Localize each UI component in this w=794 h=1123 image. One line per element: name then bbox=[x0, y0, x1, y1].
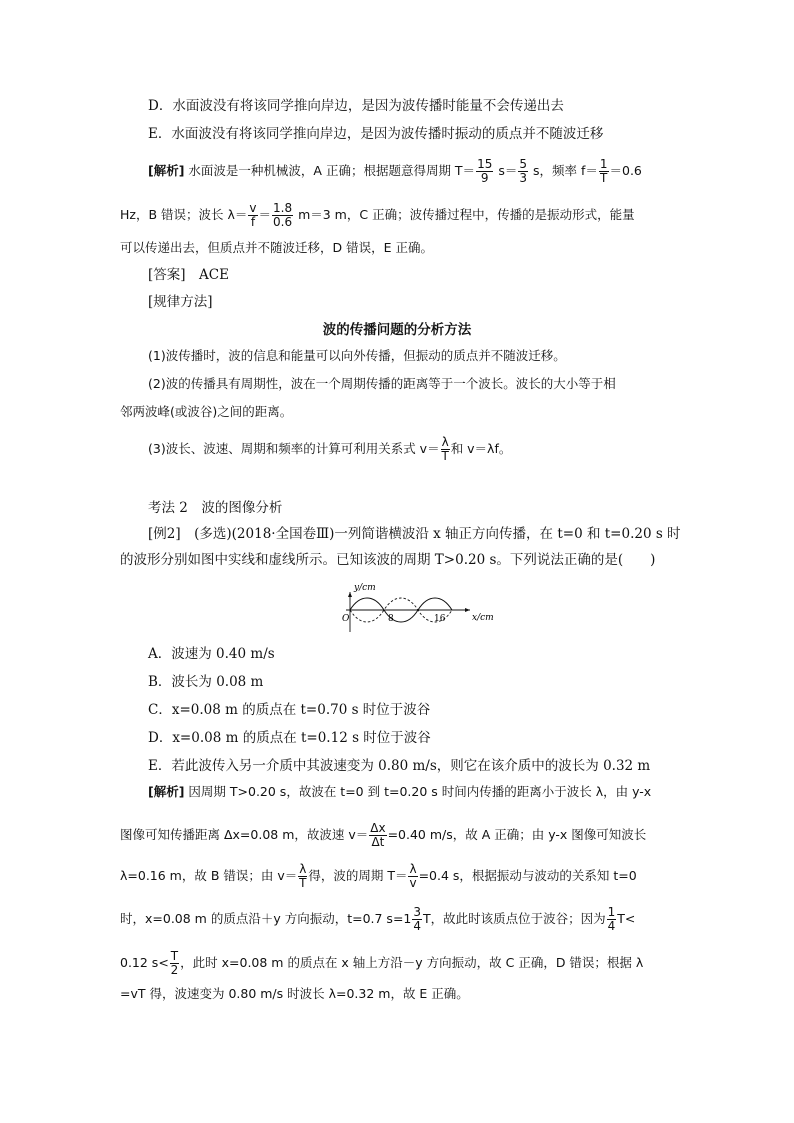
analysis2-line6: =vT 得，波速变为 0.80 m/s 时波长 λ=0.32 m，故 E 正确。 bbox=[120, 986, 469, 1001]
analysis2-line3: λ=0.16 m，故 B 错误；由 v＝ $\frac{\lambda}{T}$ 得，波的周期 T＝ $\frac{\lambda}{v}$ =0.4 s，根据振动与波动的关系知 t=0 bbox=[120, 862, 637, 890]
tick-label-16: 16 bbox=[434, 614, 446, 624]
analysis2-line2: 图像可知传播距离 Δx=0.08 m，故波速 v＝ $\frac{\Delta x}{\Delta t}$ =0.40 m/s，故 A 正确；由 y-x 图像可知波长 bbox=[120, 821, 647, 849]
fraction: $\frac{\lambda}{T}$ bbox=[299, 862, 307, 890]
fraction: $\frac{1.8}{0.6}$ bbox=[273, 201, 293, 229]
y-axis-arrow bbox=[348, 592, 352, 597]
analysis1-line2: Hz，B 错误；波长 λ＝ $\frac{v}{f}$ ＝ $\frac{1.8}{0.6}$ m＝3 m，C 正确；波传播过程中，传播的是振动形式，能量 bbox=[120, 201, 635, 229]
method-p3: (3)波长、波速、周期和频率的计算可利用关系式 v＝ $\frac{\lambda}{T}$ 和 v＝λf。 bbox=[148, 435, 512, 463]
wave-figure bbox=[330, 583, 494, 634]
option-a-q2: A．波速为 0.40 m/s bbox=[148, 646, 275, 662]
fraction: $\frac{\Delta x}{\Delta t}$ bbox=[370, 821, 386, 849]
section2-heading: 考法 2 波的图像分析 bbox=[148, 500, 283, 516]
answer1: [答案] ACE bbox=[148, 267, 229, 283]
fraction: $\frac{1}{T}$ bbox=[599, 157, 608, 185]
fraction: $\frac{\lambda}{v}$ bbox=[409, 862, 417, 890]
example2-line2: 的波形分别如图中实线和虚线所示。已知该波的周期 T>0.20 s。下列说法正确的是( ) bbox=[120, 552, 656, 568]
example2-line1: [例2] (多选)(2018·全国卷Ⅲ)一列简谐横波沿 x 轴正方向传播，在 t=0 和 t=0.20 s 时 bbox=[148, 526, 681, 542]
option-e-q1: E．水面波没有将该同学推向岸边，是因为波传播时振动的质点并不随波迁移 bbox=[148, 126, 604, 142]
option-d-q2: D．x=0.08 m 的质点在 t=0.12 s 时位于波谷 bbox=[148, 730, 431, 746]
y-axis-label: y/cm bbox=[354, 583, 376, 593]
method-tag: [规律方法] bbox=[148, 294, 213, 310]
fraction: $\frac{T}{2}$ bbox=[170, 949, 179, 977]
fraction: $\frac{1}{4}$ bbox=[607, 905, 616, 933]
analysis2-line1: [解析] 因周期 T>0.20 s，故波在 t=0 到 t=0.20 s 时间内传播的距离小于波长 λ，由 y-x bbox=[148, 784, 652, 799]
fraction: $\frac{3}{4}$ bbox=[413, 905, 422, 933]
method-p2a: (2)波的传播具有周期性，波在一个周期传播的距离等于一个波长。波长的大小等于相 bbox=[148, 376, 616, 391]
analysis-tag: [解析] bbox=[148, 163, 185, 178]
fraction: $\frac{15}{9}$ bbox=[477, 157, 493, 185]
wave-graph bbox=[330, 583, 494, 634]
tick-label-8: 8 bbox=[388, 614, 394, 624]
fraction: $\frac{5}{3}$ bbox=[519, 157, 527, 185]
analysis2-line4: 时，x=0.08 m 的质点沿＋y 方向振动，t=0.7 s=1 $\frac{3}{4}$ T，故此时该质点位于波谷；因为 $\frac{1}{4}$ T< bbox=[120, 905, 636, 933]
method-p2b: 邻两波峰(或波谷)之间的距离。 bbox=[120, 404, 293, 419]
method-p1: (1)波传播时，波的信息和能量可以向外传播，但振动的质点并不随波迁移。 bbox=[148, 348, 566, 363]
option-e-q2: E．若此波传入另一介质中其波速变为 0.80 m/s，则它在该介质中的波长为 0.32 m bbox=[148, 758, 651, 774]
option-c-q2: C．x=0.08 m 的质点在 t=0.70 s 时位于波谷 bbox=[148, 702, 431, 718]
analysis-tag: [解析] bbox=[148, 784, 185, 799]
method-title: 波的传播问题的分析方法 bbox=[322, 322, 472, 338]
analysis1-line3: 可以传递出去，但质点并不随波迁移，D 错误，E 正确。 bbox=[120, 240, 433, 255]
option-b-q2: B．波长为 0.08 m bbox=[148, 674, 264, 690]
x-axis-arrow bbox=[465, 608, 470, 612]
fraction: $\frac{\lambda}{T}$ bbox=[441, 435, 449, 463]
x-axis-label: x/cm bbox=[472, 613, 494, 623]
analysis1-line1: [解析] 水面波是一种机械波，A 正确；根据题意得周期 T＝ $\frac{15}{9}$ s＝ $\frac{5}{3}$ s，频率 f＝ $\frac{1}{T}$ ＝0.6 bbox=[148, 157, 642, 185]
origin-label: O bbox=[342, 614, 350, 624]
fraction: $\frac{v}{f}$ bbox=[249, 201, 257, 229]
option-d-q1: D．水面波没有将该同学推向岸边，是因为波传播时能量不会传递出去 bbox=[148, 98, 564, 114]
analysis2-line5: 0.12 s< $\frac{T}{2}$ ，此时 x=0.08 m 的质点在 x 轴上方沿－y 方向振动，故 C 正确，D 错误；根据 λ bbox=[120, 949, 644, 977]
